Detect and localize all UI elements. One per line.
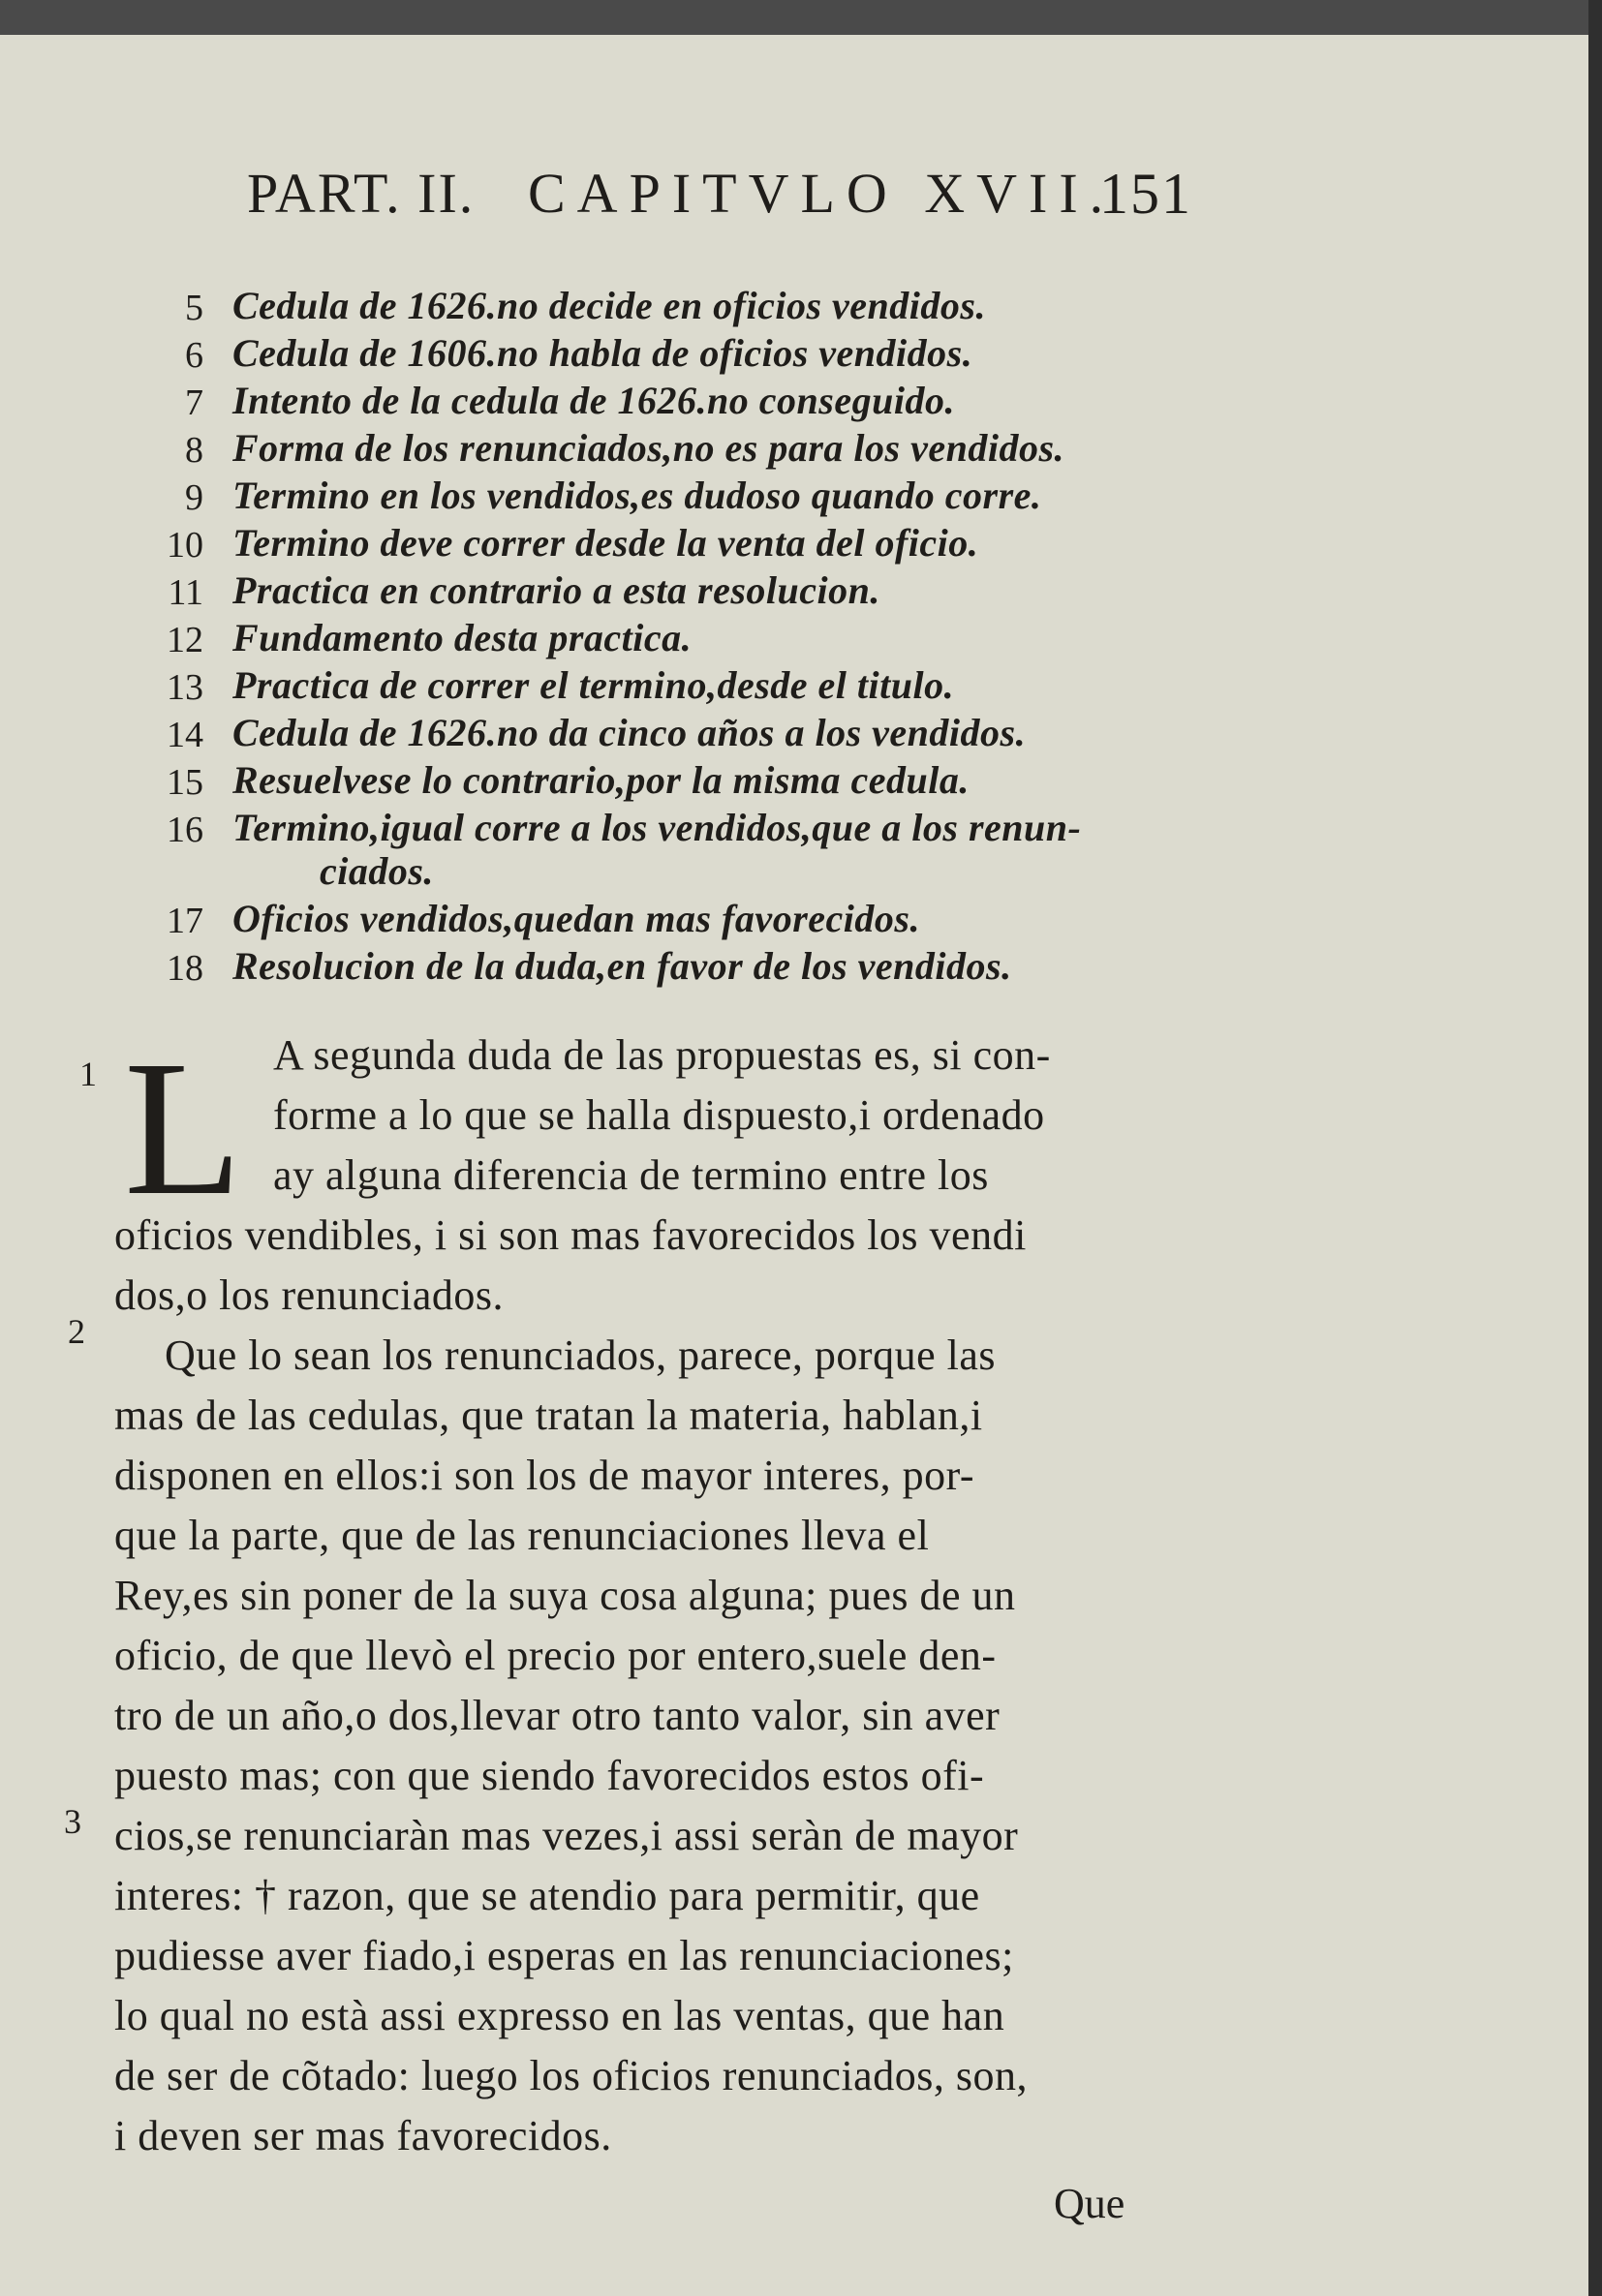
summary-item	[0, 473, 1588, 519]
text-line: oficio, de que llevò el precio por entero,suele den-	[114, 1632, 997, 1679]
text-line: cios,se renunciaràn mas vezes,i assi seràn de mayor	[114, 1812, 1019, 1859]
scan-border-top	[0, 0, 1602, 35]
text-line: puesto mas; con que siendo favorecidos estos ofi-	[114, 1752, 985, 1799]
text-line: Rey,es sin poner de la suya cosa alguna; pues de un	[114, 1572, 1016, 1619]
text-line: dos,o los renunciados.	[114, 1271, 505, 1319]
summary-item	[0, 520, 1588, 566]
summary-item	[0, 805, 1588, 851]
summary-item	[0, 567, 1588, 614]
summary-number: 11	[168, 572, 203, 613]
summary-item	[0, 330, 1588, 377]
page-number: 151	[1099, 162, 1192, 226]
summary-number: 7	[185, 383, 203, 423]
summary-text: ciados.	[320, 849, 434, 893]
summary-text: Resuelvese lo contrario,por la misma cedula.	[232, 758, 970, 802]
margin-number: 1	[79, 1055, 97, 1093]
summary-number: 16	[167, 810, 203, 850]
summary-item	[0, 378, 1588, 424]
text-line: tro de un año,o dos,llevar otro tanto valor, sin aver	[114, 1692, 1001, 1739]
text-line: A segunda duda de las propuestas es, si con-	[273, 1031, 1051, 1079]
summary-text: Termino,igual corre a los vendidos,que a los renun-	[232, 806, 1082, 849]
text-line: de ser de cõtado: luego los oficios renunciados, son,	[114, 2052, 1028, 2099]
header-part: PART. II.	[247, 162, 476, 225]
summary-item	[0, 848, 1588, 895]
summary-text: Practica en contrario a esta resolucion.	[232, 568, 880, 612]
summary-number: 14	[167, 715, 203, 755]
summary-number: 9	[185, 477, 203, 518]
summary-item	[0, 896, 1588, 942]
scan-border-right	[1588, 0, 1602, 2296]
summary-item	[0, 710, 1588, 756]
text-line: interes: † razon, que se atendio para permitir, que	[114, 1872, 980, 1919]
header-chapter: CAPITVLO XVII.	[528, 162, 1116, 225]
summary-number: 12	[167, 620, 203, 660]
summary-number: 10	[167, 525, 203, 566]
margin-number: 3	[64, 1802, 81, 1841]
text-line: oficios vendibles, i si son mas favorecidos los vendi	[114, 1211, 1027, 1259]
text-line: i deven ser mas favorecidos.	[114, 2112, 612, 2159]
drop-cap: L	[124, 1022, 243, 1236]
text-line: ay alguna diferencia de termino entre los	[273, 1151, 989, 1199]
summary-item	[0, 425, 1588, 472]
text-line: Que lo sean los renunciados, parece, porque las	[165, 1332, 996, 1379]
summary-text: Forma de los renunciados,no es para los vendidos.	[232, 426, 1065, 470]
book-page	[0, 35, 1588, 2296]
summary-item	[0, 662, 1588, 709]
catchword: Que	[1054, 2180, 1125, 2227]
summary-text: Resolucion de la duda,en favor de los vendidos.	[232, 944, 1012, 988]
summary-text: Cedula de 1626.no decide en oficios vendidos.	[232, 284, 986, 327]
summary-number: 6	[185, 335, 203, 376]
summary-text: Cedula de 1606.no habla de oficios vendidos.	[232, 331, 973, 375]
summary-text: Intento de la cedula de 1626.no conseguido.	[232, 379, 955, 422]
text-line: que la parte, que de las renunciaciones lleva el	[114, 1512, 930, 1559]
summary-item	[0, 283, 1588, 329]
summary-text: Termino deve correr desde la venta del oficio.	[232, 521, 979, 565]
summary-number: 13	[167, 667, 203, 708]
text-line: lo qual no està assi expresso en las ventas, que han	[114, 1992, 1005, 2039]
text-line: mas de las cedulas, que tratan la materia, hablan,i	[114, 1392, 983, 1439]
summary-item	[0, 615, 1588, 661]
margin-number: 2	[68, 1312, 85, 1351]
summary-number: 5	[185, 288, 203, 328]
summary-text: Practica de correr el termino,desde el titulo.	[232, 663, 955, 707]
summary-number: 18	[167, 948, 203, 989]
summary-item	[0, 943, 1588, 990]
running-header	[247, 161, 1216, 248]
summary-text: Termino en los vendidos,es dudoso quando corre.	[232, 474, 1042, 517]
summary-number: 17	[167, 901, 203, 941]
summary-text: Fundamento desta practica.	[232, 616, 693, 659]
text-line: disponen en ellos:i son los de mayor interes, por-	[114, 1452, 975, 1499]
summary-item	[0, 757, 1588, 804]
summary-text: Cedula de 1626.no da cinco años a los vendidos.	[232, 711, 1027, 754]
text-line: pudiesse aver fiado,i esperas en las renunciaciones;	[114, 1932, 1014, 1979]
summary-number: 15	[167, 762, 203, 803]
summary-number: 8	[185, 430, 203, 471]
text-line: forme a lo que se halla dispuesto,i ordenado	[273, 1091, 1045, 1139]
summary-text: Oficios vendidos,quedan mas favorecidos.	[232, 897, 920, 940]
